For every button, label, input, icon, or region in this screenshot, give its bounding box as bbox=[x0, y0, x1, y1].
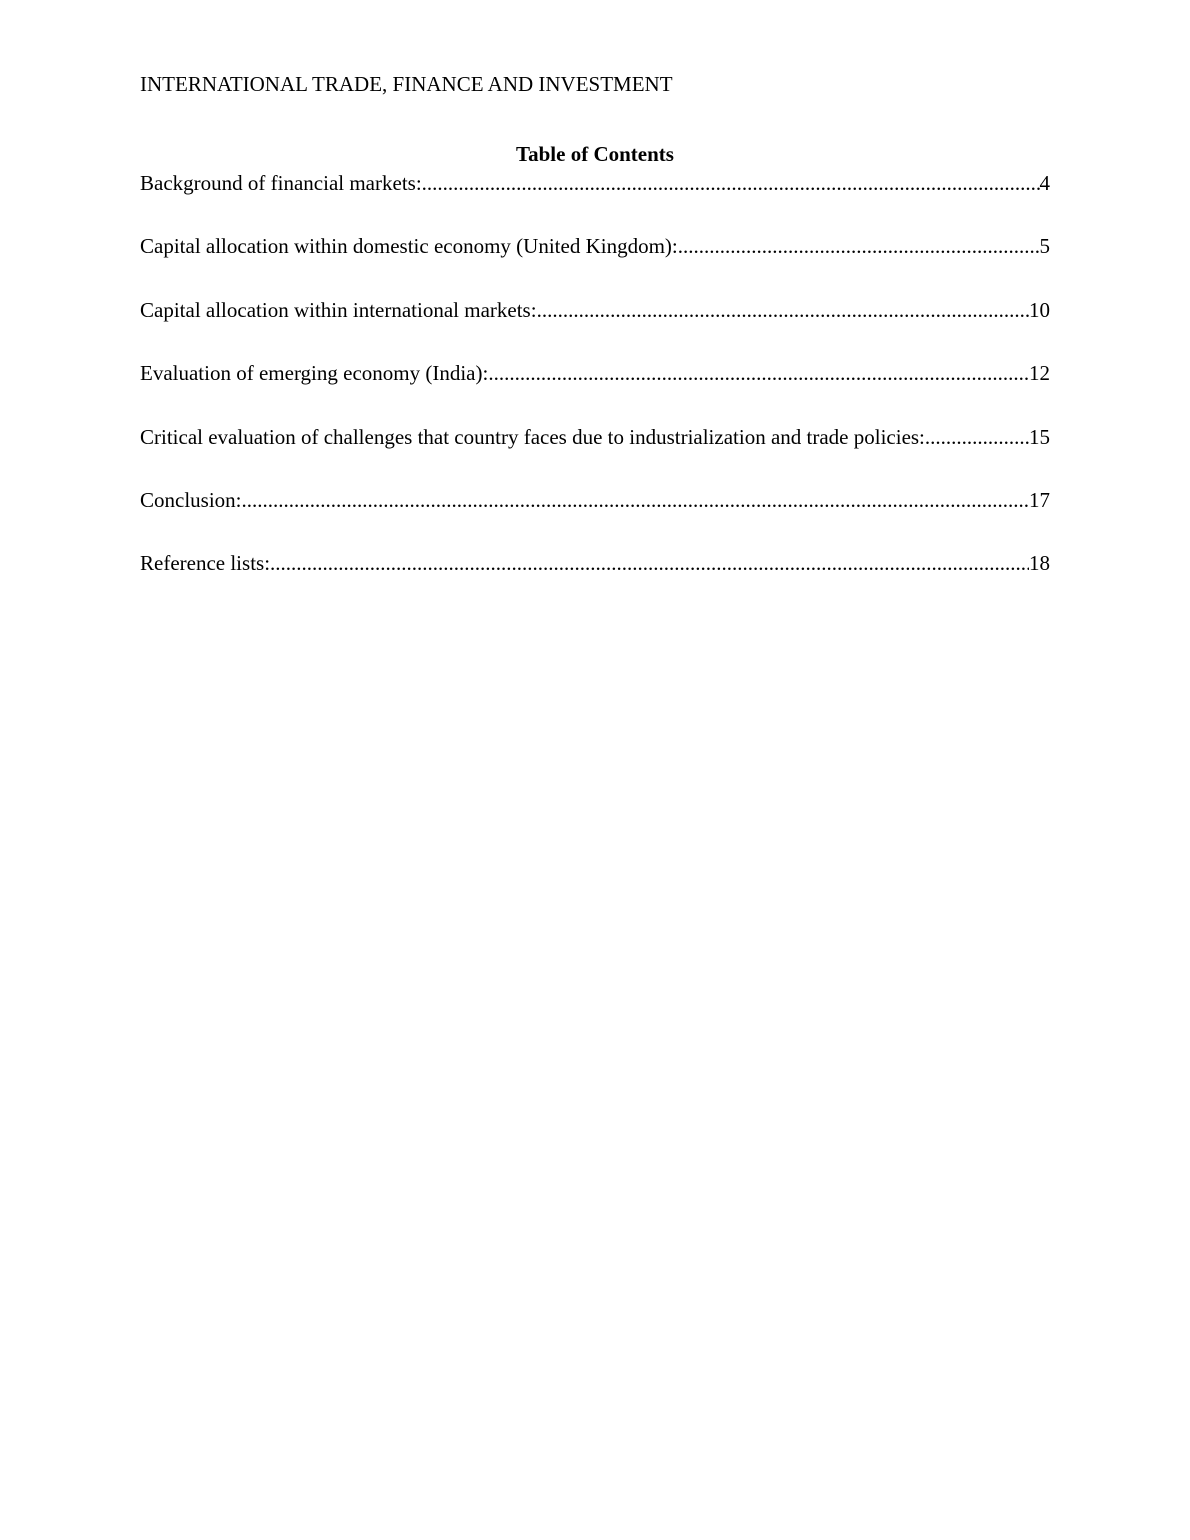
toc-entry-references[interactable] bbox=[140, 549, 1050, 577]
toc-entry-background[interactable] bbox=[140, 169, 1050, 197]
toc-page-number: 4 bbox=[1039, 171, 1050, 195]
dot-leader bbox=[242, 486, 1029, 514]
toc-entry-emerging-economy[interactable] bbox=[140, 359, 1050, 387]
dot-leader bbox=[422, 169, 1040, 197]
toc-entry-challenges[interactable] bbox=[140, 423, 1050, 451]
running-header: INTERNATIONAL TRADE, FINANCE AND INVESTMENT bbox=[140, 72, 673, 96]
dot-leader bbox=[488, 359, 1029, 387]
toc-page-number: 12 bbox=[1029, 361, 1050, 386]
toc-entry-text: Background of financial markets: bbox=[140, 171, 422, 195]
toc-entry-text: Reference lists: bbox=[140, 551, 271, 576]
toc-entry-text: Capital allocation within domestic economy (United Kingdom): bbox=[140, 234, 678, 259]
toc-page-number: 17 bbox=[1029, 487, 1050, 512]
dot-leader bbox=[537, 296, 1029, 324]
toc-entry-domestic-allocation[interactable] bbox=[140, 232, 1050, 260]
toc-page-number: 18 bbox=[1029, 551, 1050, 576]
dot-leader bbox=[678, 232, 1040, 260]
toc-list bbox=[140, 169, 1050, 613]
toc-page-number: 15 bbox=[1029, 424, 1050, 449]
toc-entry-conclusion[interactable] bbox=[140, 486, 1050, 514]
toc-entry-text: Critical evaluation of challenges that country faces due to industrialization and trade policies: bbox=[140, 424, 925, 449]
toc-page-number: 5 bbox=[1039, 234, 1050, 259]
toc-page-number: 10 bbox=[1029, 297, 1050, 322]
toc-entry-text: Capital allocation within international markets: bbox=[140, 297, 537, 322]
toc-entry-international-allocation[interactable] bbox=[140, 296, 1050, 324]
toc-entry-text: Conclusion: bbox=[140, 487, 242, 512]
dot-leader bbox=[925, 423, 1029, 451]
dot-leader bbox=[270, 549, 1029, 577]
toc-title: Table of Contents bbox=[516, 142, 674, 166]
toc-entry-text: Evaluation of emerging economy (India): bbox=[140, 361, 489, 386]
